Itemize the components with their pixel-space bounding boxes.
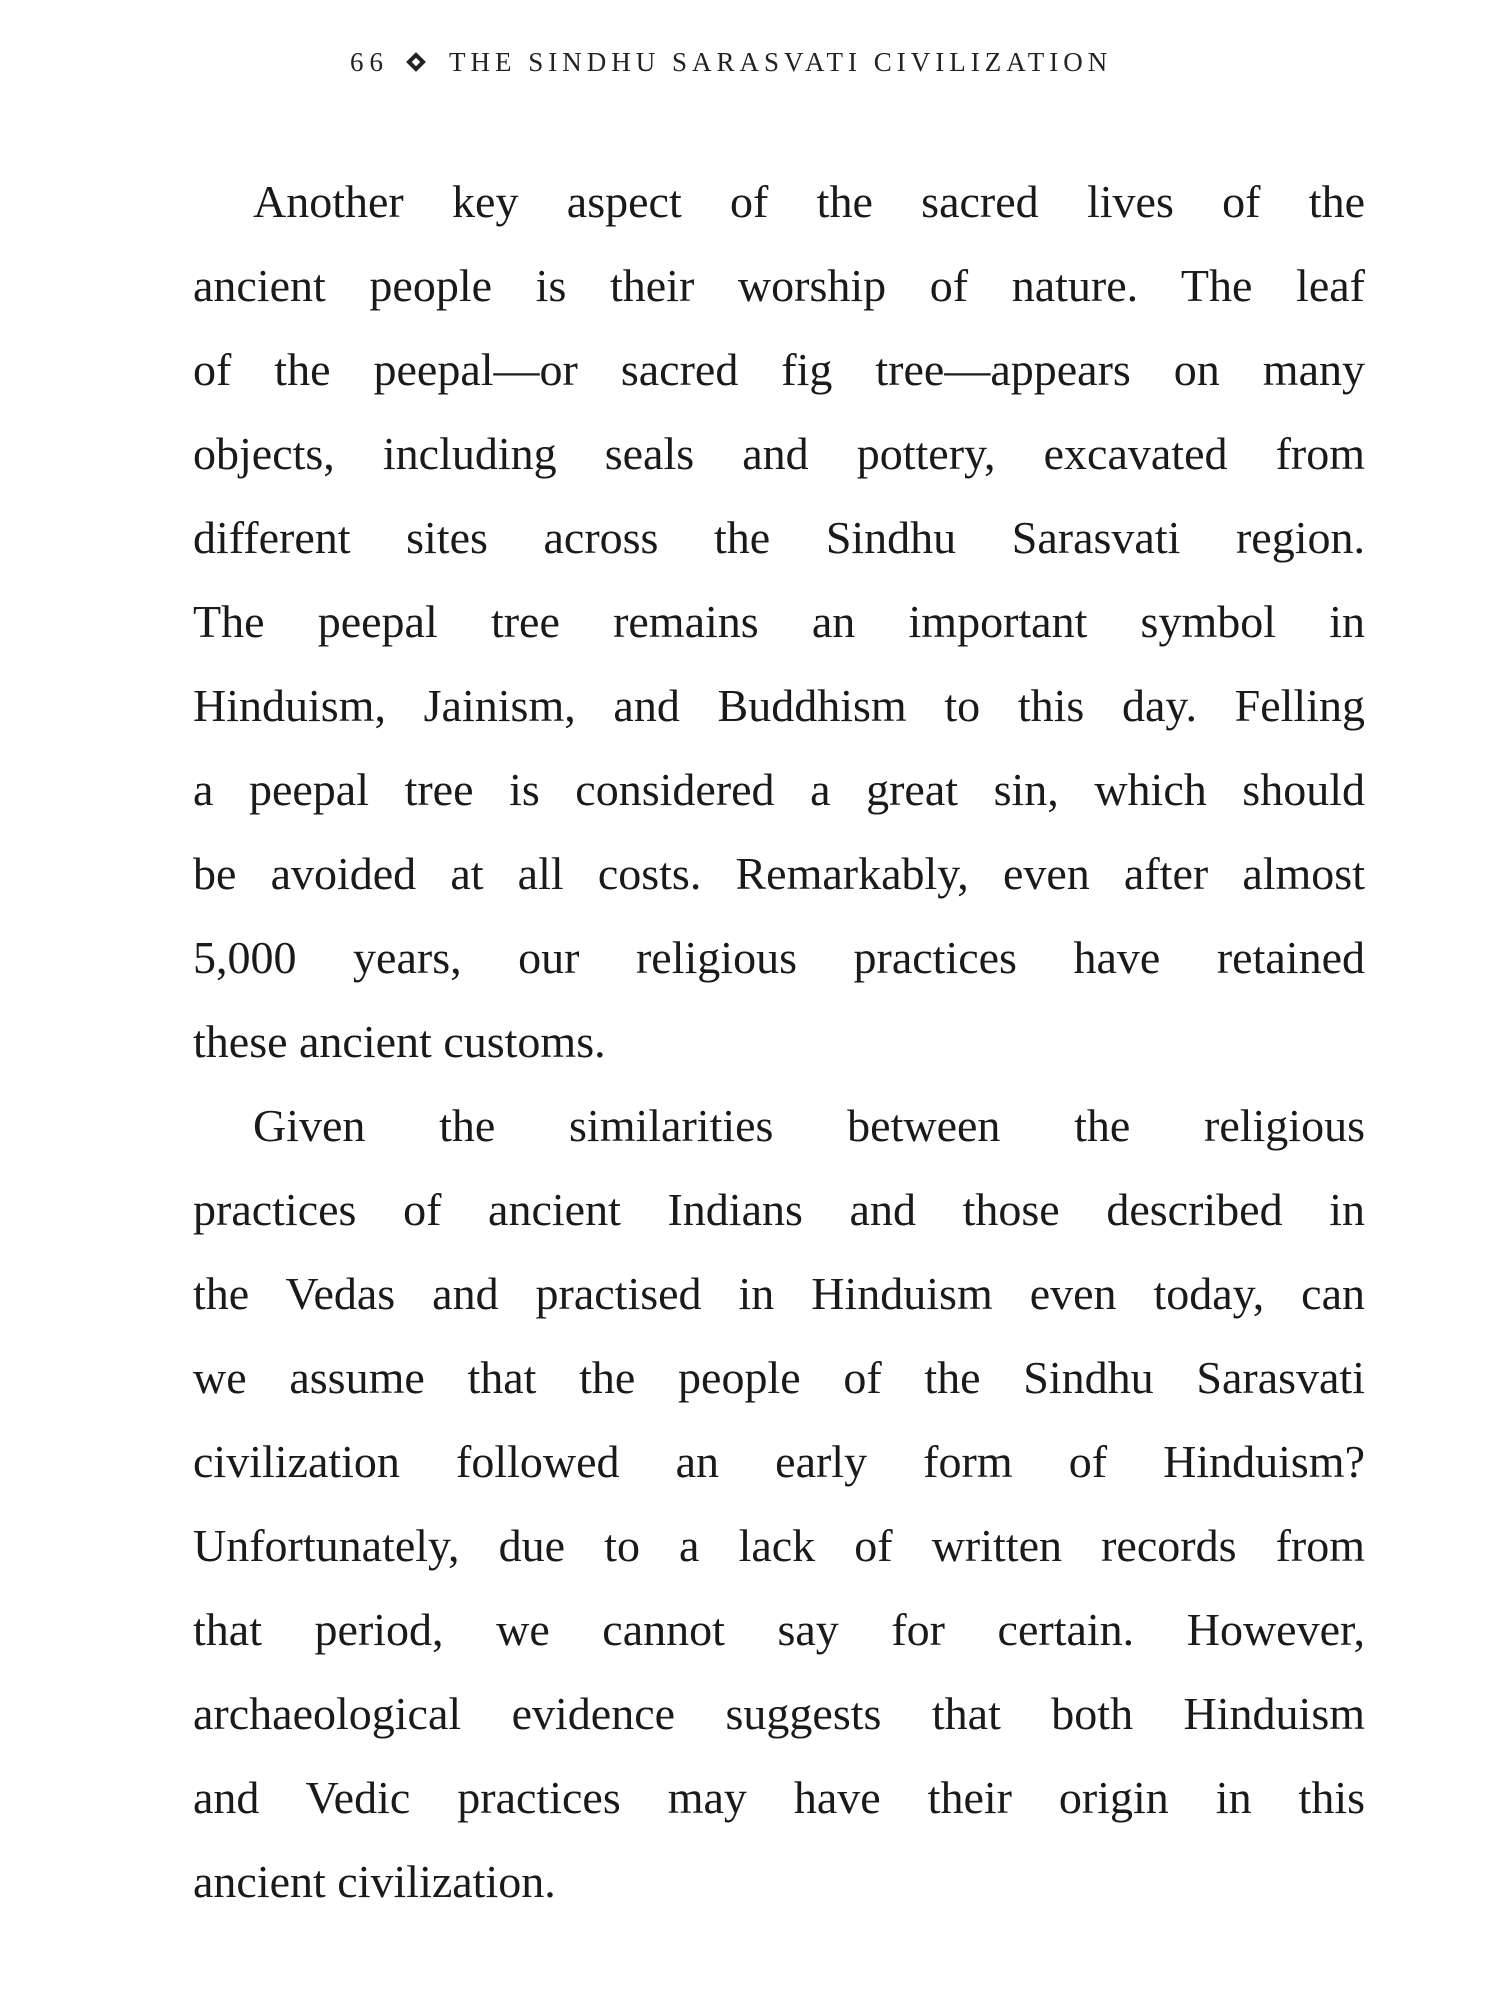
- text-line: we assume that the people of the Sindhu Sarasvati: [193, 1352, 1365, 1403]
- text-line: ancient people is their worship of nature. The leaf: [193, 260, 1365, 311]
- text-line: and Vedic practices may have their origin in this: [193, 1772, 1365, 1823]
- text-line: civilization followed an early form of Hinduism?: [193, 1436, 1365, 1487]
- text-line: of the peepal—or sacred fig tree—appears on many: [193, 344, 1365, 395]
- page-number: 66: [350, 46, 389, 77]
- text-line: Unfortunately, due to a lack of written records from: [193, 1520, 1365, 1571]
- text-line: objects, including seals and pottery, excavated from: [193, 428, 1365, 479]
- text-line: the Vedas and practised in Hinduism even today, can: [193, 1268, 1365, 1319]
- paragraph-2: [193, 1084, 1365, 1924]
- text-line: practices of ancient Indians and those described in: [193, 1184, 1365, 1235]
- text-line: Hinduism, Jainism, and Buddhism to this day. Felling: [193, 680, 1365, 731]
- text-line: The peepal tree remains an important symbol in: [193, 596, 1365, 647]
- body-text: [193, 160, 1365, 1924]
- text-line: be avoided at all costs. Remarkably, even after almost: [193, 848, 1365, 899]
- text-line: different sites across the Sindhu Sarasvati region.: [193, 512, 1365, 563]
- text-line: ancient civilization.: [193, 1856, 556, 1907]
- text-line: Another key aspect of the sacred lives of the: [253, 176, 1365, 227]
- text-line: that period, we cannot say for certain. However,: [193, 1604, 1365, 1655]
- text-line: a peepal tree is considered a great sin, which should: [193, 764, 1365, 815]
- text-line: 5,000 years, our religious practices have retained: [193, 932, 1365, 983]
- paragraph-1: [193, 160, 1365, 1084]
- running-head-title: THE SINDHU SARASVATI CIVILIZATION: [449, 46, 1113, 77]
- text-line: these ancient customs.: [193, 1016, 606, 1067]
- diamond-icon: [406, 52, 426, 72]
- text-line: archaeological evidence suggests that both Hinduism: [193, 1688, 1365, 1739]
- text-line: Given the similarities between the religious: [253, 1100, 1365, 1151]
- running-head: [350, 42, 1210, 82]
